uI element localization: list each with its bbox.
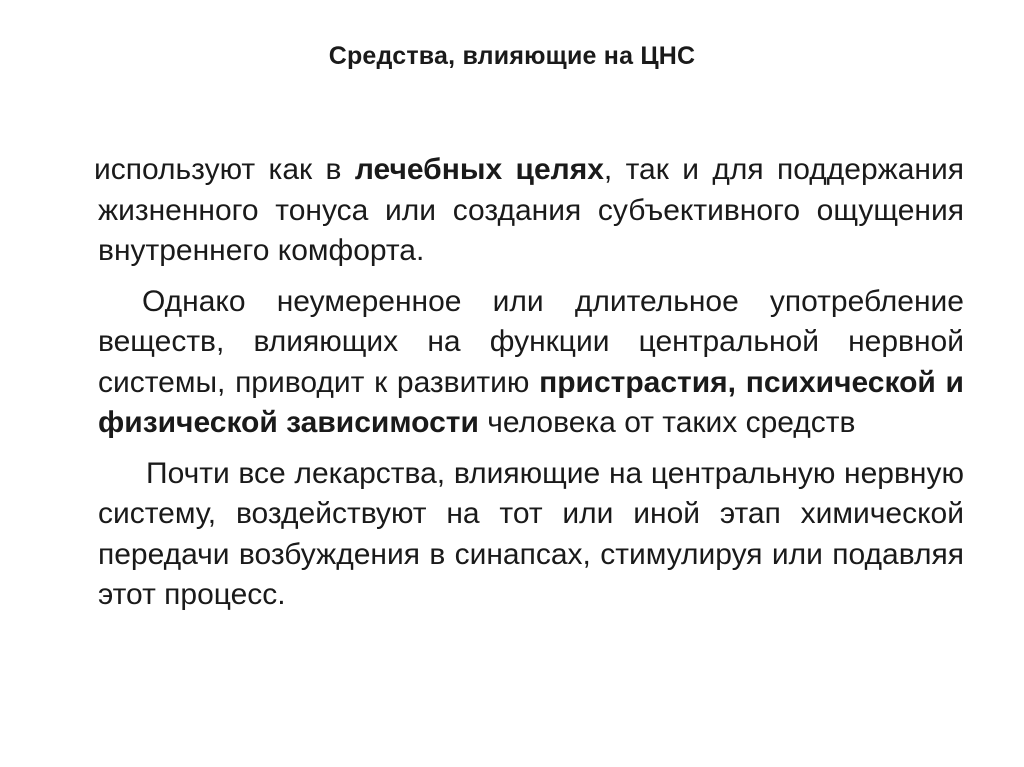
text-segment: Почти все лекарства, влияющие на центральную нервную систему, воздействуют на тот или иной этап химической передачи возбуждения в синапсах, стимулируя или подавляя этот процесс. — [98, 456, 964, 611]
slide-title: Средства, влияющие на ЦНС — [328, 42, 696, 70]
paragraph-therapeutic-use — [94, 150, 964, 272]
text-segment: используют как в — [94, 153, 355, 186]
paragraph-dependence — [98, 282, 964, 444]
text-segment: человека от таких средств — [478, 406, 856, 439]
paragraph-synaptic-transmission — [98, 454, 964, 616]
slide-body — [94, 150, 964, 626]
bold-term-dependence: пристрастия, психической и физической зависимости — [98, 365, 964, 439]
bold-term-therapeutic-purposes: лечебных целях — [354, 153, 604, 186]
text-segment: Однако неумеренное или длительное употребление веществ, влияющих на функции центральной нервной системы, приводит к развитию — [98, 284, 964, 399]
text-segment: , так и для поддержания жизненного тонуса или создания субъективного ощущения внутреннего комфорта. — [98, 153, 964, 267]
